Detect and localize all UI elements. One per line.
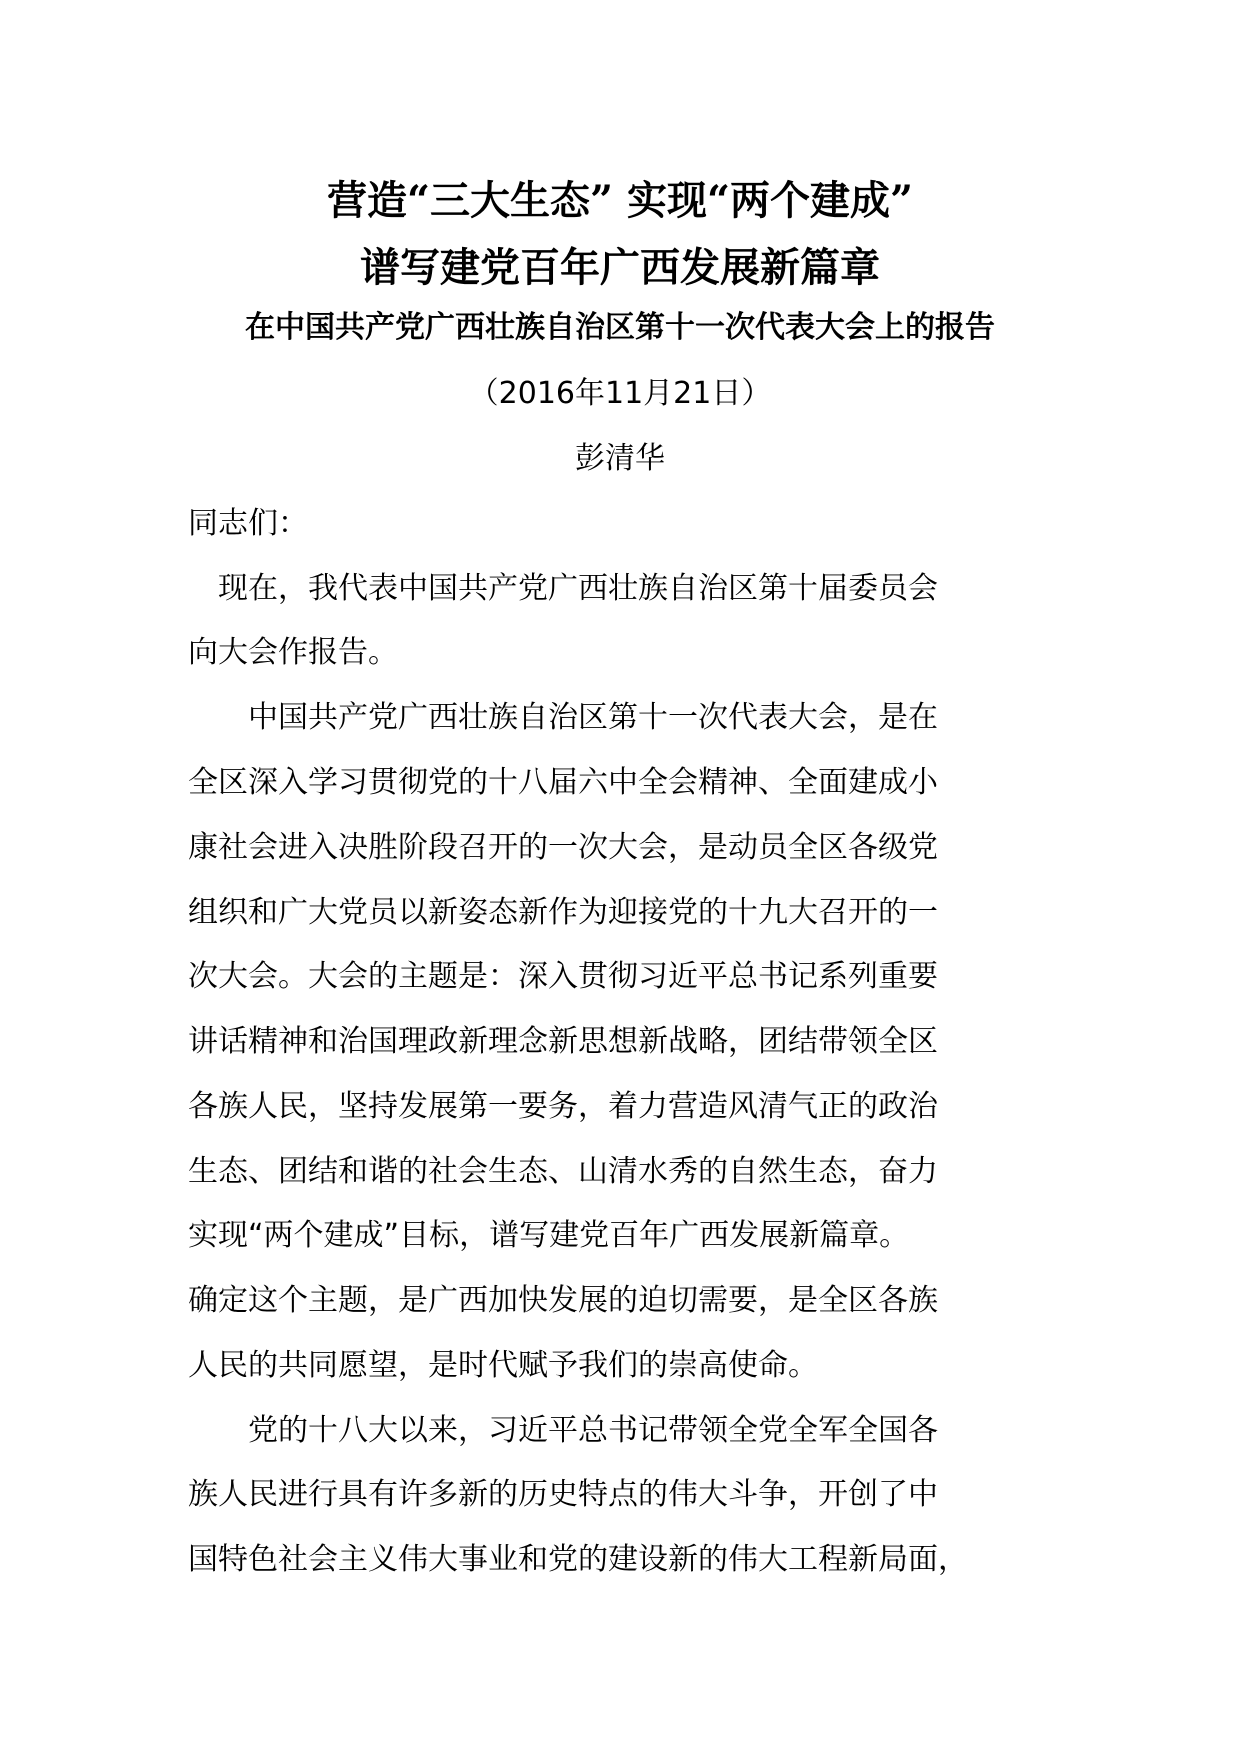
body-line: 现在，我代表中国共产党广西壮族自治区第十届委员会 [188,571,938,606]
body-line: 中国共产党广西壮族自治区第十一次代表大会，是在 [188,700,938,735]
body-line: 族人民进行具有许多新的历史特点的伟大斗争，开创了中 [188,1477,938,1512]
report-author: 彭清华 [575,441,665,476]
body-line: 人民的共同愿望，是时代赋予我们的崇高使命。 [188,1348,818,1383]
body-line: 讲话精神和治国理政新理念新思想新战略，团结带领全区 [188,1024,938,1059]
body-line: 党的十八大以来，习近平总书记带领全党全军全国各 [188,1413,938,1448]
body-line: 组织和广大党员以新姿态新作为迎接党的十九大召开的一 [188,895,938,930]
report-subtitle: 在中国共产党广西壮族自治区第十一次代表大会上的报告 [245,310,995,345]
body-line: 国特色社会主义伟大事业和党的建设新的伟大工程新局面， [188,1542,968,1577]
title-line-1: 营造“三大生态” 实现“两个建成” [327,177,913,224]
body-line: 各族人民，坚持发展第一要务，着力营造风清气正的政治 [188,1089,938,1124]
body-line: 实现“两个建成”目标，谱写建党百年广西发展新篇章。 [188,1218,910,1253]
body-line: 全区深入学习贯彻党的十八届六中全会精神、全面建成小 [188,765,938,800]
title-line-2: 谱写建党百年广西发展新篇章 [360,244,880,291]
salutation: 同志们： [188,506,308,541]
body-line: 次大会。大会的主题是：深入贯彻习近平总书记系列重要 [188,959,938,994]
body-line: 向大会作报告。 [188,635,398,670]
report-date: （2016年11月21日） [468,376,772,411]
body-line: 确定这个主题，是广西加快发展的迫切需要，是全区各族 [188,1283,938,1318]
body-line: 康社会进入决胜阶段召开的一次大会，是动员全区各级党 [188,830,938,865]
body-line: 生态、团结和谐的社会生态、山清水秀的自然生态，奋力 [188,1154,938,1189]
